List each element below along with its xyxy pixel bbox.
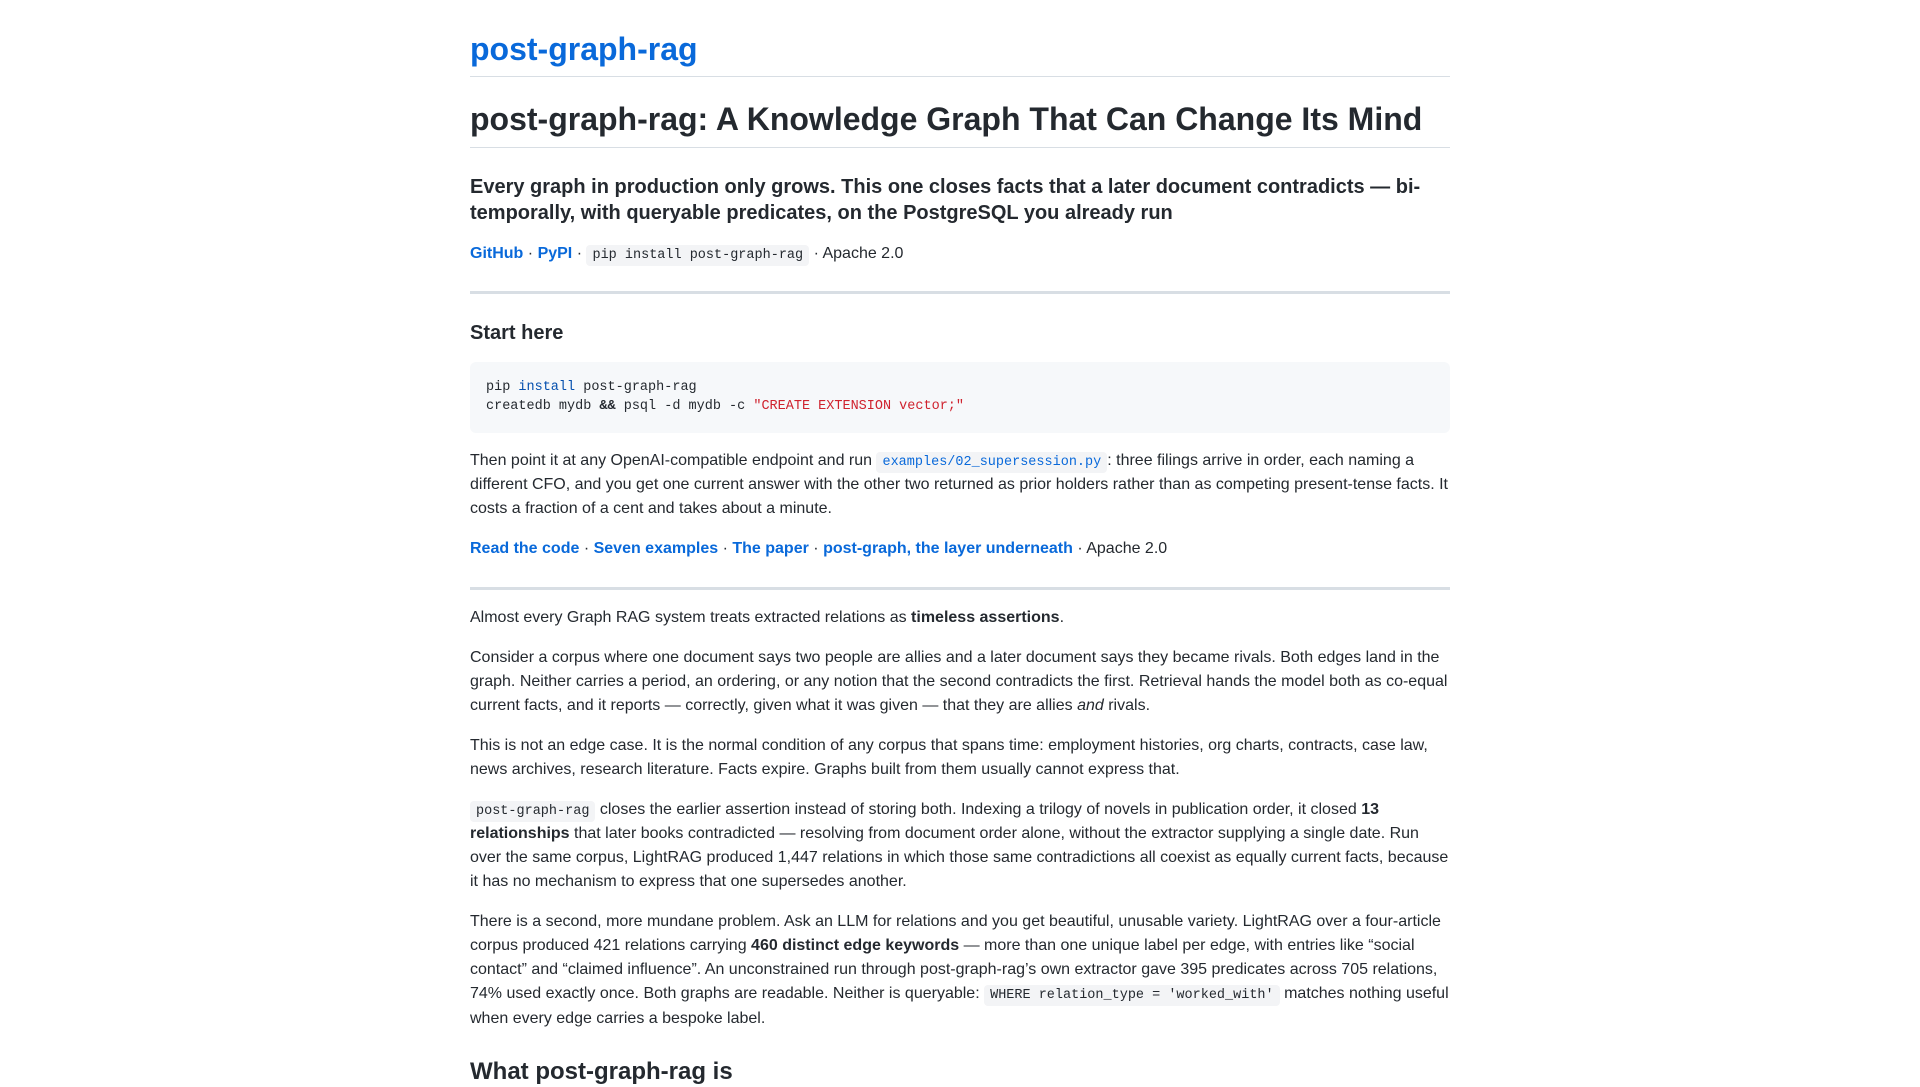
- divider: [470, 587, 1450, 590]
- text: — more than one unique label per edge, with entries like “social contact” and “claimed influence”. An unconstrained run through post-graph-rag’s own extractor gave 395 predicates across 705 relations, 74% used exactly once. Both graphs are readable. Neither is queryable:: [470, 937, 1438, 1003]
- text: There is a second, more mundane problem. Ask an LLM for relations and you get beautiful, unusable variety. LightRAG over a four-article corpus produced 421 relations carrying: [470, 913, 1441, 955]
- site-title-link[interactable]: post-graph-rag: [470, 30, 1450, 77]
- text: .: [1059, 609, 1065, 627]
- resource-links: [470, 537, 1450, 561]
- post-graph-link[interactable]: post-graph, the layer underneath: [823, 540, 1073, 558]
- code-text: post-graph-rag: [575, 379, 697, 395]
- body-paragraph-2: [470, 646, 1450, 718]
- github-link[interactable]: GitHub: [470, 245, 524, 263]
- emphasis: 460 distinct edge keywords: [751, 937, 960, 955]
- separator-dot: ·: [1077, 540, 1083, 558]
- text: matches nothing useful when every edge carries a bespoke label.: [470, 985, 1449, 1027]
- install-code-block[interactable]: [470, 362, 1450, 433]
- code-text: createdb mydb: [486, 399, 600, 415]
- supersession-example-link[interactable]: [876, 452, 1107, 469]
- start-here-paragraph: [470, 449, 1450, 521]
- text: that later books contradicted — resolving from document order alone, without the extractor supplying a single date. Run over the same corpus, LightRAG produced 1,447 relations in which those same contradictions all coexist as equally current facts, because it has no mechanism to express that one supersedes another.: [470, 825, 1449, 891]
- package-name: post-graph-rag: [470, 801, 595, 822]
- pypi-link[interactable]: PyPI: [537, 245, 573, 263]
- section-heading: What post-graph-rag is: [470, 1057, 733, 1085]
- code-operator: &&: [599, 399, 616, 415]
- text: Consider a corpus where one document says two people are allies and a later document says they became rivals. Both edges land in the graph. Neither carries a period, an ordering, or any notion that the second contradicts the first. Retrieval hands the model both as co-equal current facts, and it reports — correctly, given what it was given — that they are allies: [470, 649, 1448, 715]
- divider: [470, 291, 1450, 294]
- article-tagline: Every graph in production only grows. This one closes facts that a later document contradicts — bi-temporally, with queryable predicates, on the PostgreSQL you already run: [470, 176, 1421, 225]
- article-title: post-graph-rag: A Knowledge Graph That Can Change Its Mind: [470, 99, 1450, 148]
- body-paragraph-1: [470, 606, 1450, 630]
- text: closes the earlier assertion instead of storing both. Indexing a trilogy of novels in publication order, it closed: [595, 801, 1362, 819]
- body-paragraph-3: This is not an edge case. It is the normal condition of any corpus that spans time: employment histories, org charts, contracts, case law, news archives, research literature. Facts expire. Graphs built from them usually cannot express that.: [470, 737, 1428, 779]
- code-text: psql -d mydb -c: [615, 399, 754, 415]
- separator-dot: ·: [813, 245, 819, 263]
- body-paragraph-5: [470, 910, 1450, 1030]
- example-path: examples/02_supersession.py: [876, 452, 1107, 473]
- code-keyword: install: [518, 379, 576, 395]
- separator-dot: ·: [722, 540, 728, 558]
- separator-dot: ·: [583, 540, 590, 558]
- emphasis: and: [1077, 697, 1104, 715]
- text: Almost every Graph RAG system treats extracted relations as: [470, 609, 912, 627]
- separator-dot: ·: [813, 540, 819, 558]
- code-string: "CREATE EXTENSION vector;": [753, 399, 964, 415]
- emphasis: timeless assertions: [911, 609, 1060, 627]
- project-meta: [470, 242, 1450, 266]
- code-text: pip: [486, 379, 519, 395]
- license-label: Apache 2.0: [1086, 540, 1168, 558]
- license-label: Apache 2.0: [822, 245, 904, 263]
- separator-dot: ·: [576, 245, 583, 263]
- separator-dot: ·: [527, 245, 534, 263]
- paper-link[interactable]: The paper: [732, 540, 809, 558]
- text: Then point it at any OpenAI-compatible endpoint and run: [470, 451, 877, 469]
- page-container: [470, 0, 1450, 1087]
- read-code-link[interactable]: Read the code: [470, 540, 580, 558]
- sql-snippet: WHERE relation_type = 'worked_with': [984, 985, 1280, 1006]
- emphasis: 13 relationships: [470, 801, 1379, 843]
- text: : three filings arrive in order, each naming a different CFO, and you get one current answer with the other two returned as prior holders rather than as competing present-tense facts. It costs a fraction of a cent and takes about a minute.: [470, 451, 1448, 518]
- examples-link[interactable]: Seven examples: [593, 540, 719, 558]
- start-here-heading: Start here: [470, 321, 564, 344]
- text: rivals.: [1103, 697, 1151, 715]
- install-command: pip install post-graph-rag: [586, 245, 809, 266]
- body-paragraph-4: [470, 798, 1450, 894]
